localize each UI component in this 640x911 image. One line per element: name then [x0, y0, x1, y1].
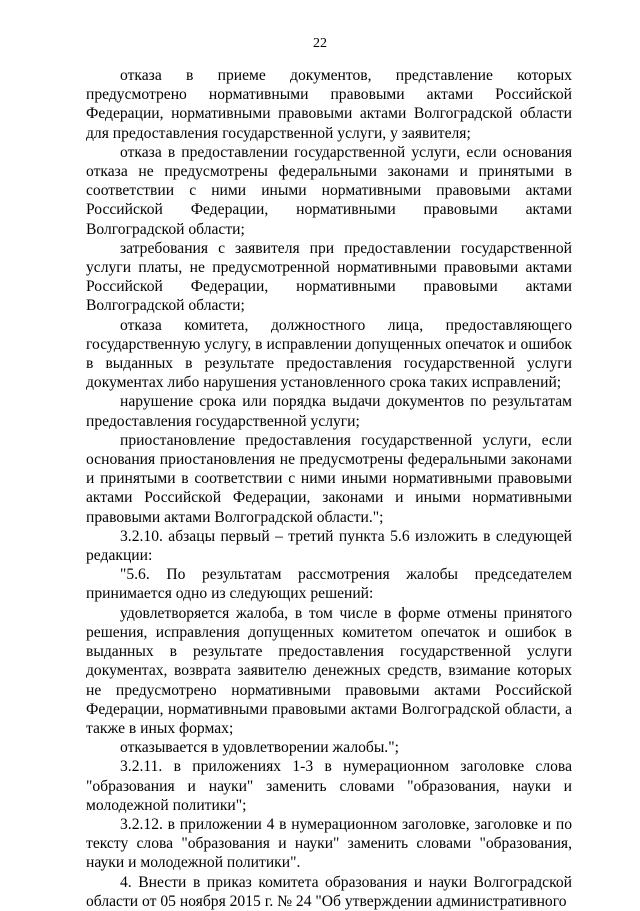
paragraph: отказа в предоставлении государственной услуги, если основания отказа не предусмотрены федеральными законами и принятыми в соответствии с ними иными нормативными правовыми актами Российской Федерации, нормативными правовыми актами Волгоградской области;	[86, 143, 572, 238]
paragraph: "5.6. По результатам рассмотрения жалобы председателем принимается одно из следующих решений:	[86, 566, 572, 603]
paragraph: отказа комитета, должностного лица, предоставляющего государственную услугу, в исправлении допущенных опечаток и ошибок в выданных в результате предоставления государственной услуги документах либо нарушения установленного срока таких исправлений;	[86, 316, 572, 392]
page-number: 22	[313, 36, 327, 51]
paragraph: нарушение срока или порядка выдачи документов по результатам предоставления государственной услуги;	[86, 393, 572, 430]
paragraph: 3.2.11. в приложениях 1-3 в нумерационном заголовке слова "образования и науки" заменить словами "образования, науки и молодежной политики";	[86, 758, 572, 814]
paragraph: удовлетворяется жалоба, в том числе в форме отмены принятого решения, исправления допущенных комитетом опечаток и ошибок в выданных в результате предоставления государственной услуги документах, возврата заявителю денежных средств, взимание которых не предусмотрено нормативными правовыми актами Российской Федерации, нормативными правовыми актами Волгоградской области, а также в иных формах;	[86, 604, 572, 737]
paragraph: приостановление предоставления государственной услуги, если основания приостановления не предусмотрены федеральными законами и принятыми в соответствии с ними иными нормативными правовыми актами Российской Федерации, законами и иными нормативными правовыми актами Волгоградской области.";	[86, 431, 572, 526]
paragraph: 4. Внести в приказ комитета образования и науки Волгоградской области от 05 ноября 2015 г. № 24 "Об утверждении административного	[86, 873, 572, 910]
paragraph: отказывается в удовлетворении жалобы.";	[120, 739, 399, 757]
paragraph: 3.2.12. в приложении 4 в нумерационном заголовке, заголовке и по тексту слова "образования и науки" заменить словами "образования, науки и молодежной политики".	[86, 815, 572, 872]
paragraph: затребования с заявителя при предоставлении государственной услуги платы, не предусмотренной нормативными правовыми актами Российской Федерации, нормативными правовыми актами Волгоградской области;	[86, 239, 572, 315]
paragraph: отказа в приеме документов, представление которых предусмотрено нормативными правовыми актами Российской Федерации, нормативными правовыми актами Волгоградской области для предоставления государственной услуги, у заявителя;	[86, 67, 572, 142]
paragraph: 3.2.10. абзацы первый – третий пункта 5.6 изложить в следующей редакции:	[86, 527, 572, 565]
document-body	[86, 66, 572, 911]
